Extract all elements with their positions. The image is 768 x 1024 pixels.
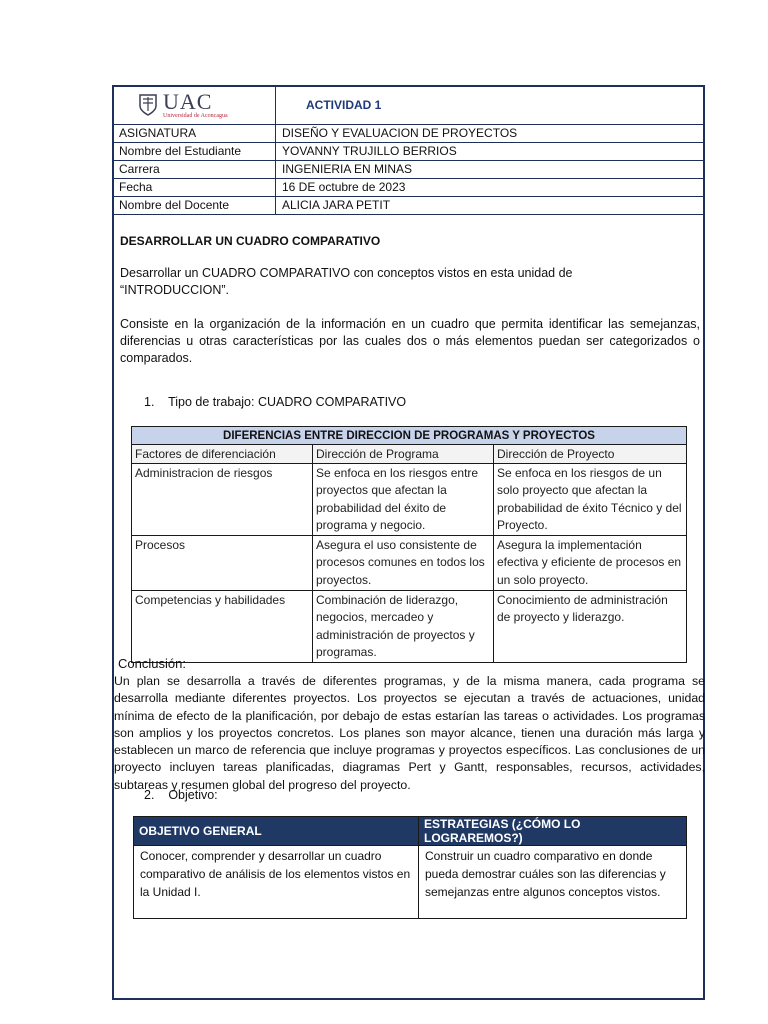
- section-title: DESARROLLAR UN CUADRO COMPARATIVO: [120, 234, 381, 248]
- table-cell: Combinación de liderazgo, negocios, mercadeo y administración de proyectos y programas.: [313, 591, 494, 663]
- column-header: Dirección de Programa: [313, 445, 494, 464]
- table-row: [132, 464, 687, 536]
- column-header: Dirección de Proyecto: [494, 445, 687, 464]
- table-cell: Conocimiento de administración de proyecto y liderazgo.: [494, 591, 687, 663]
- objectives-table: [133, 816, 687, 919]
- table-cell: Asegura la implementación efectiva y eficiente de procesos en un solo proyecto.: [494, 536, 687, 591]
- table-row: [132, 536, 687, 591]
- activity-title: ACTIVIDAD 1: [276, 86, 705, 125]
- table-row: [132, 591, 687, 663]
- row-key: Nombre del Estudiante: [113, 143, 276, 161]
- column-header: Factores de diferenciación: [132, 445, 313, 464]
- column-header: ESTRATEGIAS (¿CÓMO LO LOGRAREMOS?): [419, 817, 687, 846]
- column-header: OBJETIVO GENERAL: [134, 817, 419, 846]
- table-row: [134, 846, 687, 919]
- table-cell: Procesos: [132, 536, 313, 591]
- university-logo: [139, 91, 269, 119]
- row-value: INGENIERIA EN MINAS: [276, 161, 705, 179]
- list-item-1: 1. Tipo de trabajo: CUADRO COMPARATIVO: [144, 395, 407, 409]
- table-cell: Administracion de riesgos: [132, 464, 313, 536]
- row-key: Nombre del Docente: [113, 197, 276, 215]
- row-value: ALICIA JARA PETIT: [276, 197, 705, 215]
- comparison-table: [131, 426, 687, 663]
- header-table: [112, 85, 705, 215]
- table-cell: Competencias y habilidades: [132, 591, 313, 663]
- objective-strategy: Construir un cuadro comparativo en donde pueda demostrar cuáles son las diferencias y semejanzas entre algunos conceptos vistos.: [419, 846, 687, 919]
- conclusion-title: Conclusión:: [118, 656, 186, 671]
- shield-icon: [139, 94, 157, 116]
- table-cell: Se enfoca en los riesgos de un solo proyecto que afectan la probabilidad de éxito Técnico y del Proyecto.: [494, 464, 687, 536]
- row-value: 16 DE octubre de 2023: [276, 179, 705, 197]
- logo-name: UAC: [163, 89, 213, 114]
- row-key: Carrera: [113, 161, 276, 179]
- objective-general: Conocer, comprender y desarrollar un cuadro comparativo de análisis de los elementos vistos en la Unidad I.: [134, 846, 419, 919]
- logo-subtitle: Universidad de Aconcagua: [163, 113, 228, 119]
- comparison-title: DIFERENCIAS ENTRE DIRECCION DE PROGRAMAS Y PROYECTOS: [132, 427, 687, 445]
- conclusion-paragraph: Un plan se desarrolla a través de diferentes programas, y de la misma manera, cada programa se desarrolla mediante diferentes proyectos. Los proyectos se ejecutan a través de actuaciones, unidad mínima de efecto de la planificación, por debajo de estas estarían las tareas o actividades. Los programas son amplios y los proyectos concretos. Los planes son mayor alcance, tienen una duración más larga y establecen un marco de referencia que incluye programas y proyectos específicos. Las conclusiones de un proyecto incluyen tareas planificadas, diagramas Pert y Gantt, responsables, recursos, actividades, subtareas y resumen global del progreso del proyecto.: [114, 674, 705, 792]
- table-cell: Se enfoca en los riesgos entre proyectos que afectan la probabilidad del éxito de programa y negocio.: [313, 464, 494, 536]
- logo-cell: [113, 86, 276, 125]
- intro-paragraph: Desarrollar un CUADRO COMPARATIVO con conceptos vistos en esta unidad de “INTRODUCCION”.: [120, 266, 573, 297]
- table-cell: Asegura el uso consistente de procesos comunes en todos los proyectos.: [313, 536, 494, 591]
- row-key: ASIGNATURA: [113, 125, 276, 143]
- row-value: YOVANNY TRUJILLO BERRIOS: [276, 143, 705, 161]
- row-value: DISEÑO Y EVALUACION DE PROYECTOS: [276, 125, 705, 143]
- list-item-2: 2. Objetivo:: [144, 788, 218, 802]
- definition-paragraph: Consiste en la organización de la información en un cuadro que permita identificar las semejanzas, diferencias u otras características por las cuales dos o más elementos puedan ser categorizados o comparados.: [120, 317, 700, 365]
- row-key: Fecha: [113, 179, 276, 197]
